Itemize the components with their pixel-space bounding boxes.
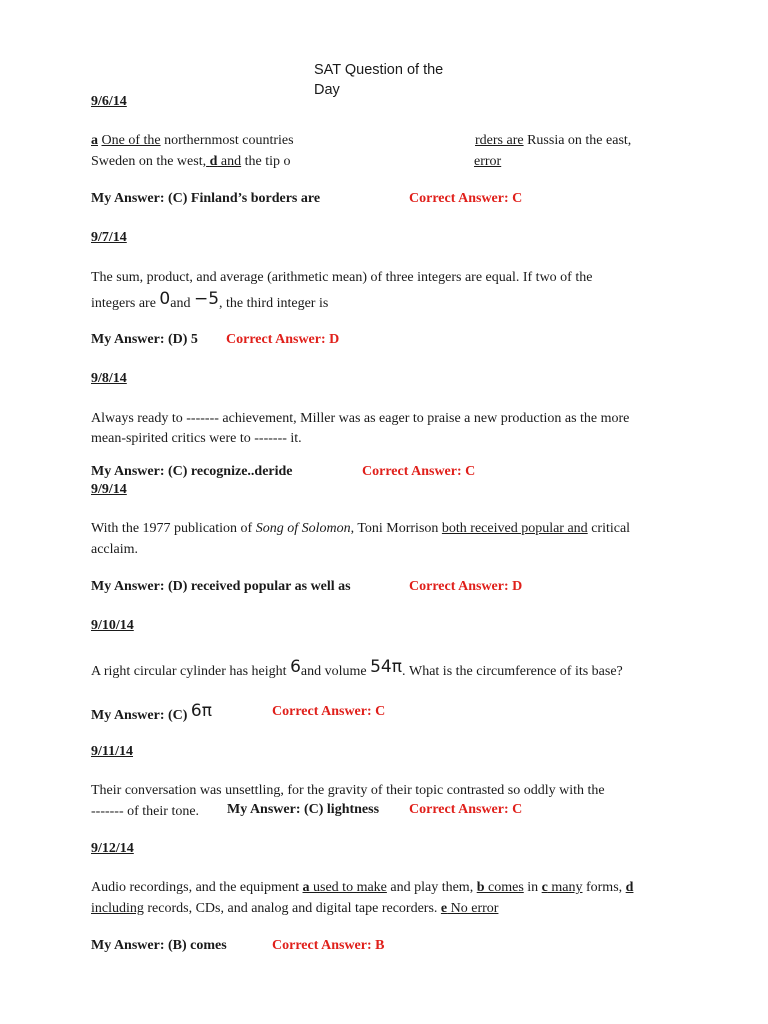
q7-marker-c: c bbox=[541, 880, 548, 895]
my-answer-q2: My Answer: (D) 5 bbox=[91, 332, 198, 347]
q1-marker-a: a bbox=[91, 133, 98, 148]
my-answer-q3: My Answer: (C) recognize..deride bbox=[91, 464, 293, 479]
q7-line-1 bbox=[91, 878, 633, 898]
q5-math-6pi: 6π bbox=[190, 701, 212, 721]
q5-text-2: and volume bbox=[300, 664, 371, 679]
q1-marker-d: d bbox=[209, 154, 218, 169]
q7-marker-b: b bbox=[476, 880, 485, 895]
title-line-2: Day bbox=[314, 82, 340, 98]
date-q1: 9/6/14 bbox=[91, 94, 127, 109]
q2-line-2 bbox=[91, 289, 329, 314]
q3-line-1: Always ready to ------- achievement, Miller was as eager to praise a new production as the more bbox=[91, 411, 630, 426]
date-q2: 9/7/14 bbox=[91, 230, 127, 245]
q1-text-3: the tip o bbox=[241, 154, 291, 169]
q2-math-zero: 0 bbox=[159, 289, 171, 309]
q7-text-2: and play them, bbox=[386, 880, 477, 895]
q7-text: Audio recordings, and the equipment bbox=[91, 880, 303, 895]
date-q6: 9/11/14 bbox=[91, 744, 134, 759]
q1-text-end: Russia on the east, bbox=[523, 133, 632, 148]
q2-line-1: The sum, product, and average (arithmetic mean) of three integers are equal. If two of the bbox=[91, 270, 593, 285]
title-line-1: SAT Question of the bbox=[314, 62, 444, 78]
q2-text-end: , the third integer is bbox=[219, 296, 329, 311]
correct-answer-q7: Correct Answer: B bbox=[272, 938, 385, 953]
q4-book-title: Song of Solomon bbox=[255, 521, 351, 536]
q7-marker-a: a bbox=[302, 880, 310, 895]
correct-answer-q3: Correct Answer: C bbox=[362, 464, 476, 479]
q7-marker-e: e bbox=[440, 901, 448, 916]
q5-text-3: . What is the circumference of its base? bbox=[401, 664, 623, 679]
q4-line-2: acclaim. bbox=[91, 542, 139, 557]
correct-answer-q6: Correct Answer: C bbox=[409, 802, 523, 817]
my-answer-q7: My Answer: (B) comes bbox=[91, 938, 227, 953]
page-title bbox=[314, 60, 443, 100]
date-q5: 9/10/14 bbox=[91, 618, 134, 633]
q7-marker-d: d bbox=[625, 880, 634, 895]
my-answer-q1: My Answer: (C) Finland’s borders are bbox=[91, 191, 321, 206]
q4-underlined-phrase: both received popular and bbox=[441, 521, 588, 536]
q1-line-1-right bbox=[475, 131, 631, 151]
q5-text: A right circular cylinder has height bbox=[91, 664, 291, 679]
q4-text-3: critical bbox=[587, 521, 631, 536]
correct-answer-q4: Correct Answer: D bbox=[409, 579, 523, 594]
q5-line-1 bbox=[91, 657, 623, 682]
q1-text: northernmost countries bbox=[160, 133, 294, 148]
q5-math-six: 6 bbox=[290, 657, 301, 677]
q2-text-and: and bbox=[170, 296, 194, 311]
q7-underlined-including: including bbox=[91, 901, 144, 916]
q7-text-4: forms, bbox=[582, 880, 626, 895]
q6-line-1: Their conversation was unsettling, for the gravity of their topic contrasted so oddly with the bbox=[91, 783, 605, 798]
my-answer-q4: My Answer: (D) received popular as well as bbox=[91, 579, 351, 594]
q1-line-2 bbox=[91, 152, 291, 172]
q5-math-54pi: 54π bbox=[370, 657, 402, 677]
my-answer-q6: My Answer: (C) lightness bbox=[227, 802, 380, 817]
my-answer-q5 bbox=[91, 701, 212, 724]
my-answer-q5-label: My Answer: (C) bbox=[91, 708, 191, 723]
q1-underlined-rders-are: rders are bbox=[475, 133, 524, 148]
date-q7: 9/12/14 bbox=[91, 841, 134, 856]
correct-answer-q1: Correct Answer: C bbox=[409, 191, 523, 206]
q7-text-5: records, CDs, and analog and digital tape recorders. bbox=[143, 901, 441, 916]
date-q3: 9/8/14 bbox=[91, 371, 127, 386]
q4-text-2: , Toni Morrison bbox=[350, 521, 442, 536]
q7-text-3: in bbox=[523, 880, 542, 895]
q7-underlined-used-to-make: used to make bbox=[309, 880, 387, 895]
q7-underlined-no-error: No error bbox=[447, 901, 499, 916]
q6-line-2: ------- of their tone. bbox=[91, 804, 200, 819]
q1-line-1 bbox=[91, 131, 294, 151]
q2-text: integers are bbox=[91, 296, 160, 311]
q4-text: With the 1977 publication of bbox=[91, 521, 256, 536]
correct-answer-q2: Correct Answer: D bbox=[226, 332, 340, 347]
date-q4: 9/9/14 bbox=[91, 482, 127, 497]
q7-underlined-many: many bbox=[547, 880, 583, 895]
q3-line-2: mean-spirited critics were to ------- it. bbox=[91, 431, 302, 446]
q4-line-1 bbox=[91, 519, 630, 539]
q7-underlined-comes: comes bbox=[484, 880, 524, 895]
q1-underlined-error: error bbox=[474, 154, 502, 169]
q1-text-2: Sweden on the west, bbox=[91, 154, 207, 169]
q1-underlined-and: and bbox=[217, 154, 242, 169]
correct-answer-q5: Correct Answer: C bbox=[272, 704, 386, 719]
q2-math-neg-five: −5 bbox=[193, 289, 220, 309]
q7-line-2 bbox=[91, 899, 498, 919]
q1-underlined-one-of-the: One of the bbox=[101, 133, 161, 148]
